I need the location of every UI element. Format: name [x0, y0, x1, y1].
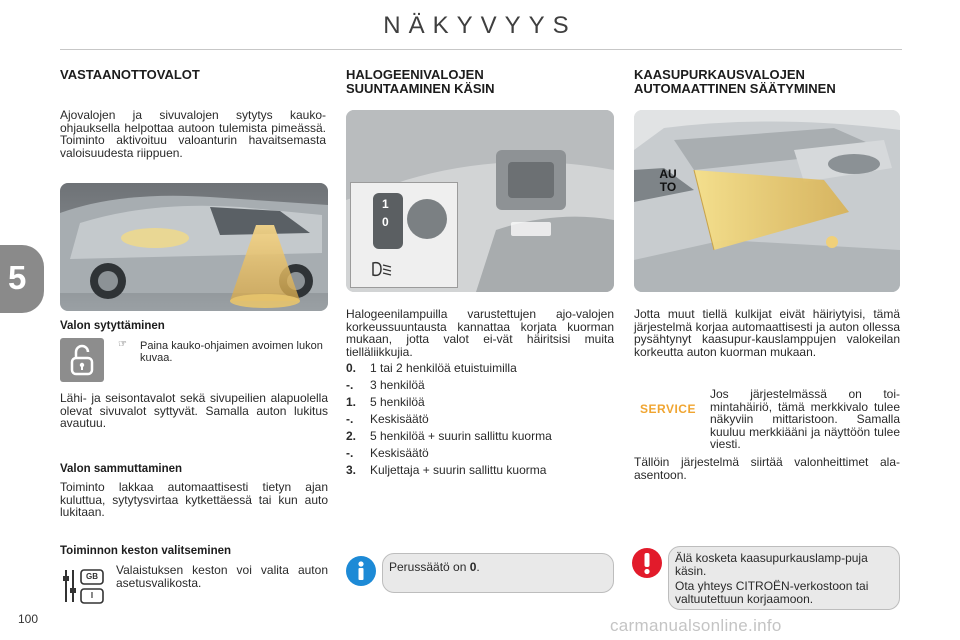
service-icon: SERVICE: [640, 402, 696, 416]
list-item: 1. 5 henkilöä: [346, 395, 425, 409]
service-warning-lamp: [640, 398, 694, 422]
car-welcome-light-photo: [60, 183, 328, 311]
switch-on-description: Lähi- ja seisontavalot sekä sivupeilien alapuolella olevat sivuvalot syttyvät. Samalla auton lukitus avautuu.: [60, 391, 328, 430]
warning-text-1: Älä kosketa kaasupurkauslamp-puja käsin.: [675, 551, 868, 578]
auto-adjust-fallback: Tällöin järjestelmä siirtää valonheittimet ala-asentoon.: [634, 455, 900, 482]
duration-description: Valaistuksen keston voi valita auton asetusvalikosta.: [116, 563, 328, 590]
list-item: 2. 5 henkilöä + suurin sallittu kuorma: [346, 429, 552, 443]
padlock-open-icon: [60, 338, 104, 382]
list-item: -. Keskisäätö: [346, 412, 429, 426]
remote-unlock-icon: [60, 338, 104, 382]
load-settings-list: [346, 360, 616, 479]
page-number: 100: [18, 612, 39, 626]
dashboard-dial-photo: [346, 110, 614, 292]
warning-text-2: Ota yhteys CITROËN-verkostoon tai valtuutettuun korjaamoon.: [675, 579, 869, 606]
warning-note-box: [668, 546, 900, 610]
page-title: NÄKYVYYS: [383, 12, 577, 39]
headlamp-level-icon: [369, 259, 395, 279]
subheading-switch-on: Valon sytyttäminen: [60, 320, 165, 332]
welcome-lights-intro: Ajovalojen ja sivuvalojen sytytys kauko-ohjauksella helpottaa autoon tulemista pimeässä. Toiminto aktivoituu valoanturin havaitsemasta valoisuudesta riippuen.: [60, 108, 326, 160]
watermark: carmanualsonline.info: [610, 616, 782, 635]
unlock-instruction: Paina kauko-ohjaimen avoimen lukon kuvaa.: [140, 340, 323, 364]
list-item: 3. Kuljettaja + suurin sallittu kuorma: [346, 463, 547, 477]
menu-key-label-bottom: I: [90, 591, 94, 600]
dial-mark-top: 1: [382, 197, 389, 211]
list-item: 0. 1 tai 2 henkilöä etuistuimilla: [346, 361, 517, 375]
info-note-box: [382, 553, 614, 593]
bullet-arrow-icon: ☞: [118, 339, 127, 350]
info-note-text: Perussäätö on 0.: [389, 560, 480, 574]
headlamp-auto-photo: [634, 110, 900, 292]
switch-off-description: Toiminto lakkaa automaattisesti tietyn ajan kuluttua, sytytysvirtaa kytkettäessä tai kun auto lukitaan.: [60, 480, 328, 519]
info-icon: [346, 556, 376, 586]
dial-mark-bottom: 0: [382, 215, 389, 229]
chapter-number: 5: [8, 259, 27, 296]
car-front-illustration: [634, 110, 900, 292]
section-heading-auto-adjust: KAASUPURKAUSVALOJEN AUTOMAATTINEN SÄÄTYMINEN: [634, 67, 836, 96]
dial-knob: [407, 199, 447, 239]
auto-adjust-intro: Jotta muut tiellä kulkijat eivät häiriytyisi, tämä järjestelmä korjaa automaattisesti ja auton ollessa pysähtynyt kaasupur-kauslamppujen valokeilan korkeutta auton kuorman mukaan.: [634, 307, 900, 359]
dial-inset: [350, 182, 458, 288]
car-side-illustration: [60, 183, 328, 311]
list-item: -. 3 henkilöä: [346, 378, 425, 392]
subheading-switch-off: Valon sammuttaminen: [60, 463, 183, 475]
warning-icon: [632, 548, 662, 578]
menu-key-label-top: GB: [86, 572, 98, 581]
subheading-duration: Toiminnon keston valitseminen: [60, 545, 232, 557]
auto-label: AUTO: [659, 167, 677, 194]
section-heading-welcome-lights: VASTAANOTTOVALOT: [60, 67, 200, 82]
manual-adjust-intro: Halogeenilampuilla varustettujen ajo-valojen korkeussuuntausta kannattaa korjata kuorman mukaan, jotta valot ei-vät häiritsisi muita tielläliikkujia.: [346, 307, 614, 359]
settings-menu-icon: [60, 566, 108, 606]
service-description: Jos järjestelmässä on toi-mintahäiriö, tämä merkkivalo tulee näkyviin mittaristoon. Samalla kuuluu merkkiääni ja näyttöön tulee viesti.: [710, 387, 900, 451]
title-divider: [60, 49, 902, 50]
list-item: -. Keskisäätö: [346, 446, 429, 460]
section-heading-manual-adjust: HALOGEENIVALOJEN SUUNTAAMINEN KÄSIN: [346, 67, 495, 96]
